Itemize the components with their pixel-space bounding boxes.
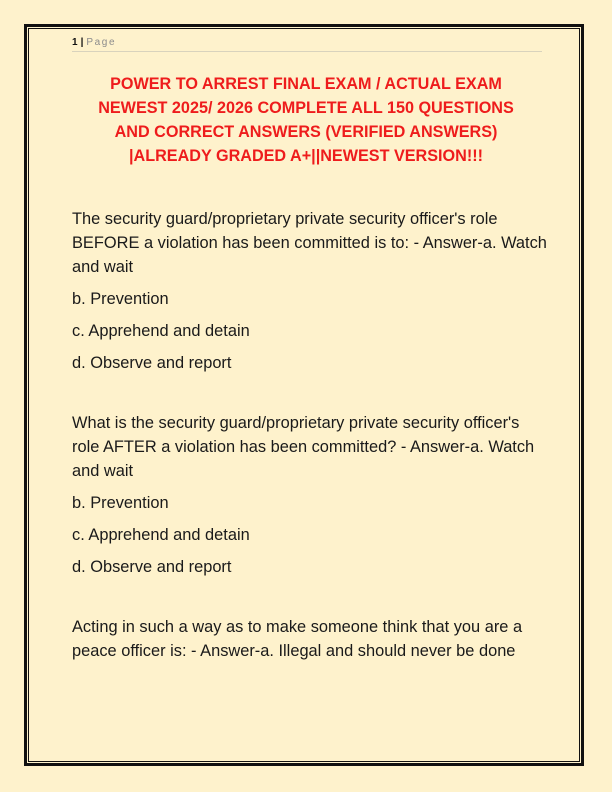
page-label: Page — [86, 37, 117, 48]
answer-option: d. Observe and report — [72, 354, 232, 372]
question-block — [72, 411, 550, 579]
title-line: NEWEST 2025/ 2026 COMPLETE ALL 150 QUESTIONS — [98, 99, 514, 117]
question-list — [72, 207, 550, 699]
question-text: The security guard/proprietary private security officer's role BEFORE a violation has been committed is to: - Answer-a. Watch and wait — [72, 210, 547, 276]
question-block — [72, 615, 550, 663]
page-separator: | — [80, 37, 84, 48]
title-line: |ALREADY GRADED A+||NEWEST VERSION!!! — [129, 147, 483, 165]
answer-option: c. Apprehend and detain — [72, 526, 250, 544]
answer-option: d. Observe and report — [72, 558, 232, 576]
title-line: POWER TO ARREST FINAL EXAM / ACTUAL EXAM — [110, 75, 502, 93]
title-line: AND CORRECT ANSWERS (VERIFIED ANSWERS) — [114, 123, 498, 141]
answer-option: b. Prevention — [72, 494, 169, 512]
question-text: What is the security guard/proprietary private security officer's role AFTER a violation has been committed? - Answer-a. Watch and wait — [72, 414, 535, 480]
question-text: Acting in such a way as to make someone think that you are a peace officer is: - Answer-a. Illegal and should never be done — [72, 618, 523, 660]
answer-option: c. Apprehend and detain — [72, 322, 250, 340]
document-title — [60, 72, 552, 168]
answer-option: b. Prevention — [72, 290, 169, 308]
page-header — [72, 36, 542, 52]
page-number: 1 — [72, 37, 78, 48]
question-block — [72, 207, 550, 375]
